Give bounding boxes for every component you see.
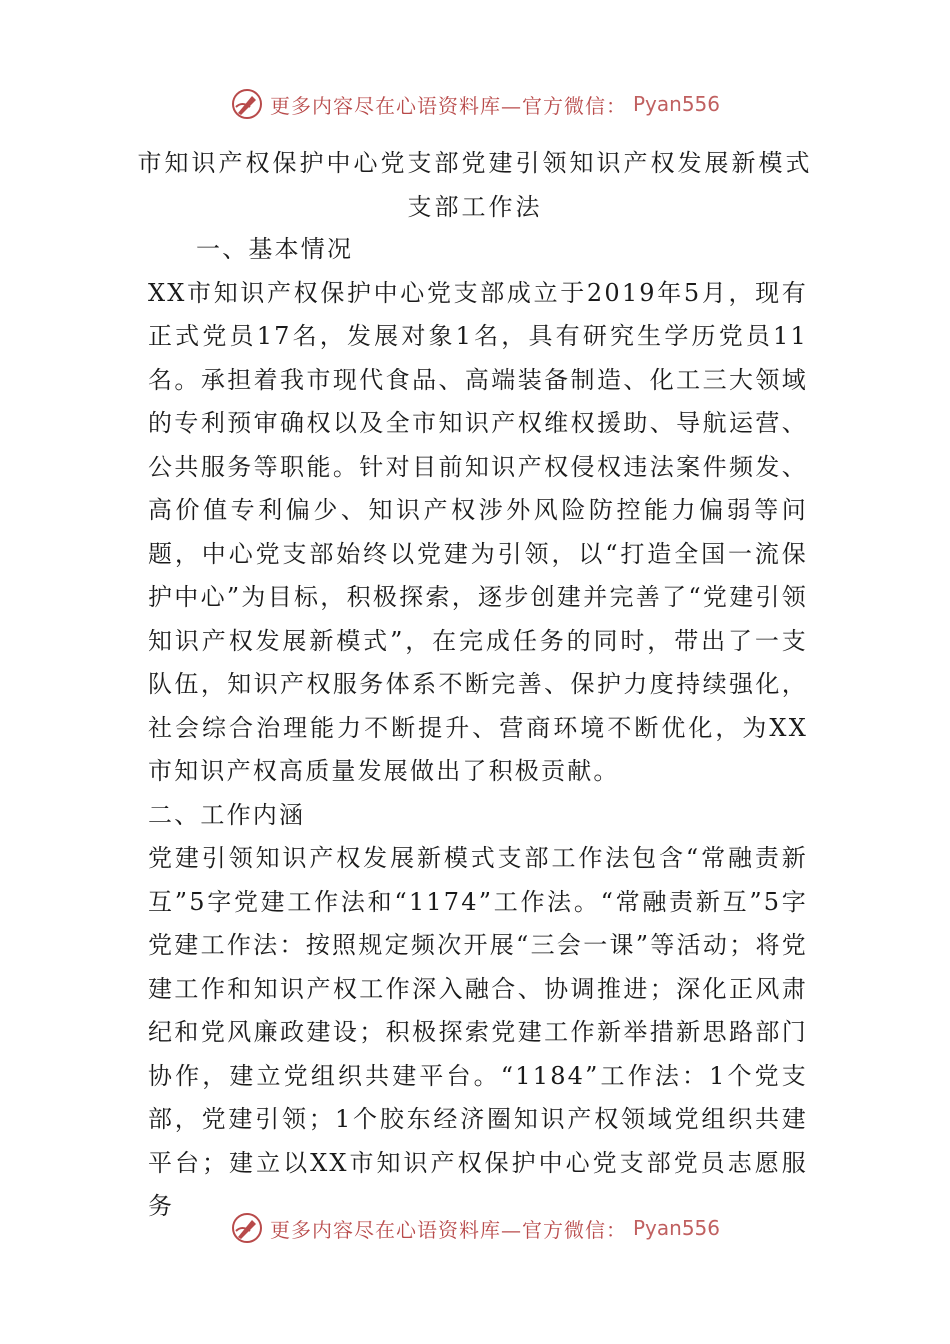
- pen-nib-logo-icon: [230, 1211, 264, 1245]
- watermark-text: 更多内容尽在心语资料库—官方微信：: [269, 93, 627, 118]
- pen-nib-logo-icon: [230, 87, 264, 121]
- section1-heading: 一、基本情况: [196, 235, 354, 263]
- document-title-line1: 市知识产权保护中心党支部党建引领知识产权发展新模式: [137, 149, 813, 177]
- document-title-line2: 支部工作法: [407, 193, 543, 221]
- section2-paragraph: 党建引领知识产权发展新模式支部工作法包含“常融责新互”5字党建工作法和“1174”工作法。“常融责新互”5字党建工作法：按照规定频次开展“三会一课”等活动；将党建工作和知识产权工作深入融合、协调推进；深化正风肃纪和党风廉政建设；积极探索党建工作新举措新思路部门协作，建立党组织共建平台。“1184”工作法：1个党支部，党建引领；1个胶东经济圈知识产权领域党组织共建平台；建立以XX市知识产权保护中心党支部党员志愿服务: [148, 844, 808, 1220]
- section1-paragraph: XX市知识产权保护中心党支部成立于2019年5月，现有正式党员17名，发展对象1名，具有研究生学历党员11名。承担着我市现代食品、高端装备制造、化工三大领域的专利预审确权以及全市知识产权维权援助、导航运营、公共服务等职能。针对目前知识产权侵权违法案件频发、高价值专利偏少、知识产权涉外风险防控能力偏弱等问题，中心党支部始终以党建为引领，以“打造全国一流保护中心”为目标，积极探索，逐步创建并完善了“党建引领知识产权发展新模式”，在完成任务的同时，带出了一支队伍，知识产权服务体系不断完善、保护力度持续强化，社会综合治理能力不断提升、营商环境不断优化，为XX市知识产权高质量发展做出了积极贡献。: [148, 278, 808, 785]
- document-body: [148, 228, 808, 1229]
- section2-heading: 二、工作内涵: [148, 800, 306, 829]
- watermark-banner-bottom: [0, 1208, 950, 1248]
- watermark-banner-top: [0, 84, 950, 124]
- watermark-handle: Pyan556: [632, 92, 720, 116]
- watermark-text: 更多内容尽在心语资料库—官方微信：: [269, 1217, 627, 1242]
- watermark-handle: Pyan556: [632, 1216, 720, 1240]
